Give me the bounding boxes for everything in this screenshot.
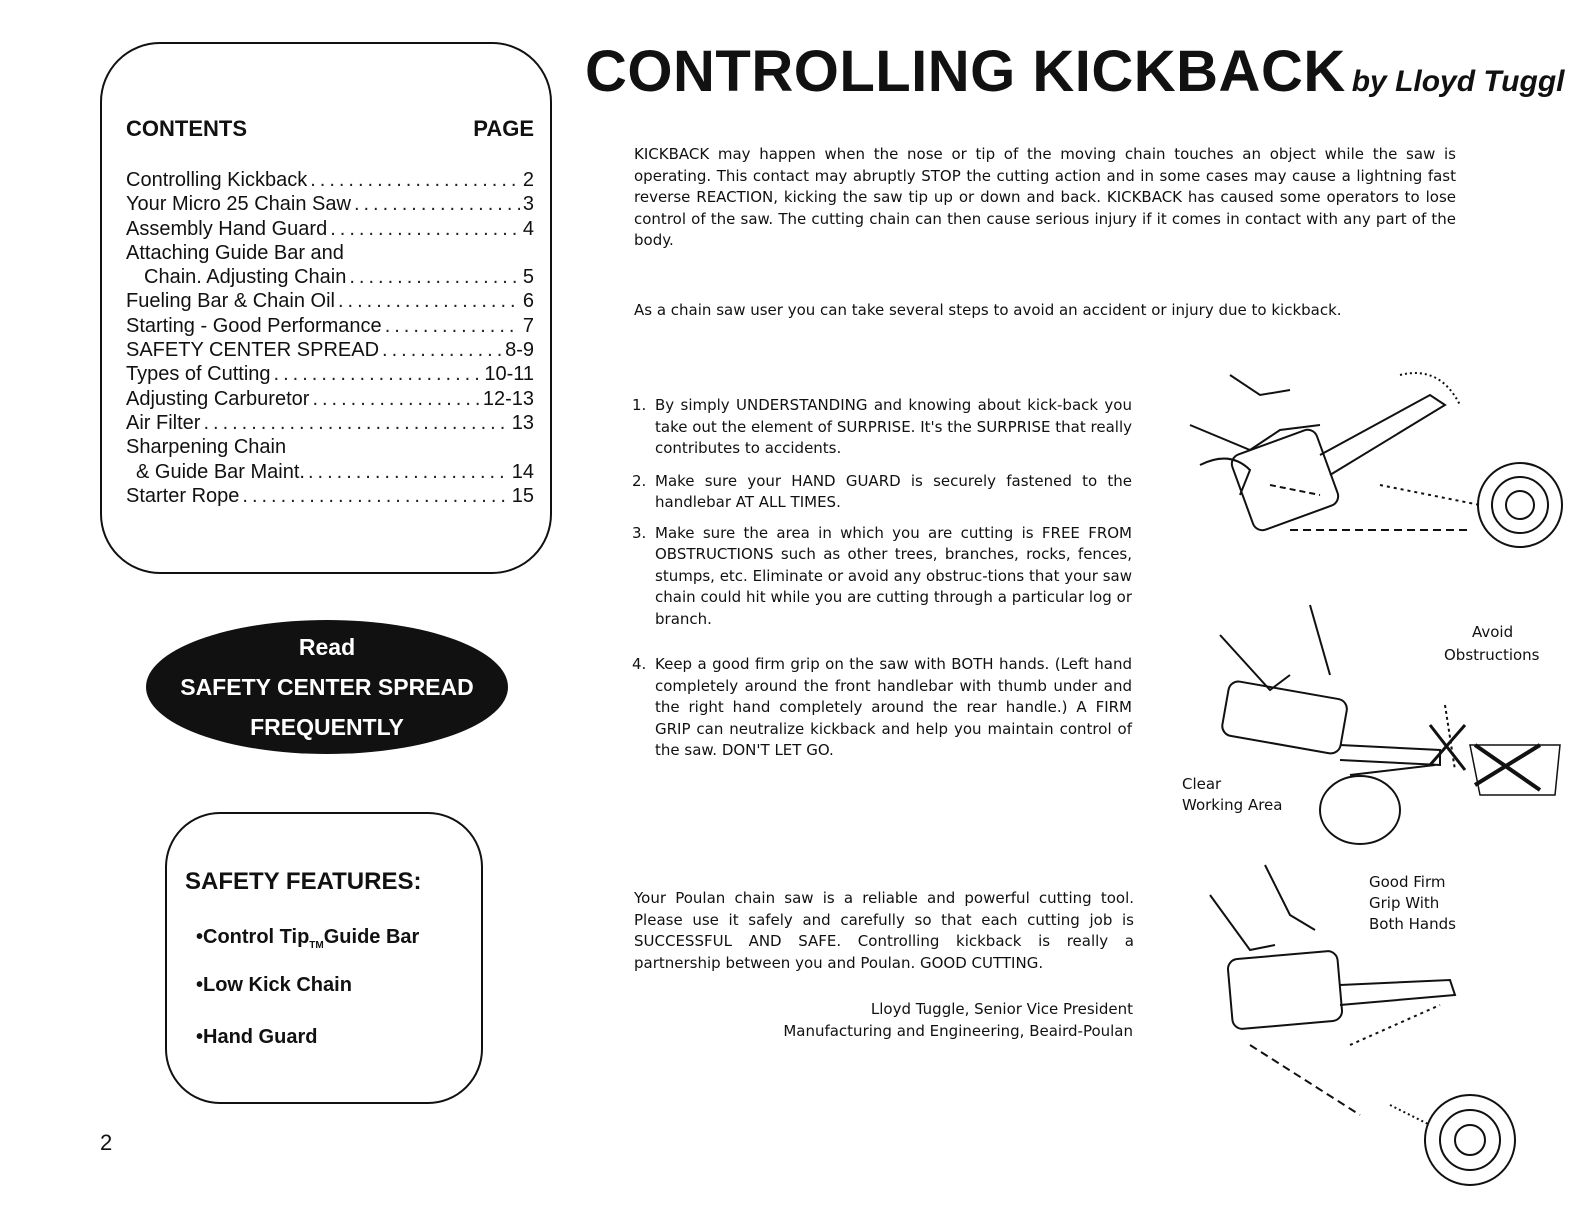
avoid-obstructions-caption: Avoid [1472,623,1514,641]
article-title [585,38,1565,105]
contents-item[interactable]: & Guide Bar Maint. ..... 14 [126,460,534,484]
step-item: 1. By simply UNDERSTANDING and knowing about kick-back you take out the element of SURPRISE. It's the SURPRISE that really contributes to accidents. [632,396,1132,457]
signature-line-2: Manufacturing and Engineering, Beaird-Poulan [783,1021,1133,1040]
read-safety-callout [146,620,508,754]
read-line-2: SAFETY CENTER SPREAD [180,674,474,700]
safety-features-box [165,812,483,1104]
good-grip-illustration [1190,855,1535,1190]
read-line-1: Read [298,634,356,660]
closing-paragraph: Your Poulan chain saw is a reliable and powerful cutting tool. Please use it safely and carefully so that each cutting job is SUCCESSFUL AND SAFE. Controlling kickback is really a partnership between you and Poulan. GOOD CUTTING. [634,889,1134,972]
steps-list [632,395,1132,762]
title-text: CONTROLLING KICKBACK [585,39,1346,104]
intro-paragraph: KICKBACK may happen when the nose or tip of the moving chain touches an object while the saw is operating. This contact may abruptly STOP the cutting action and in some cases may cause a lightning fast reverse REACTION, kicking the saw tip up or down and back. KICKBACK has caused some operators to lose control of the saw. The cutting chain can then cause serious injury if it comes in contact with any part of the body. [634,145,1456,249]
contents-item[interactable]: Attaching Guide Bar and [126,241,344,264]
steps-intro: As a chain saw user you can take several steps to avoid an accident or injury due to kickback. [634,301,1342,319]
signature [700,999,1133,1042]
clear-area-caption: Clear Working Area [1182,775,1283,814]
feature-hand-guard: •Hand Guard [196,1026,318,1048]
kickback-illustration [1170,355,1570,590]
safety-features-title: SAFETY FEATURES: [185,868,422,895]
contents-item[interactable]: Chain. Adjusting Chain ..... 5 [126,265,534,289]
feature-control-tip: •Control Tip$_{TM}$Guide Bar [196,926,420,951]
contents-list [126,168,534,508]
contents-item[interactable]: Sharpening Chain [126,436,287,459]
avoid-obstructions-caption-2: Obstructions [1444,646,1540,664]
contents-item[interactable]: Adjusting Carburetor ..... 12-13 [126,387,534,411]
contents-item[interactable]: Starter Rope ..... 15 [126,484,534,508]
byline: by Lloyd Tuggl [1351,65,1565,98]
read-line-3: FREQUENTLY [250,714,404,740]
page-number: 2 [100,1130,113,1155]
contents-item[interactable]: Starting - Good Performance ..... 7 [126,314,534,338]
contents-item[interactable]: Fueling Bar & Chain Oil ..... 6 [126,289,534,313]
feature-low-kick-chain: •Low Kick Chain [196,974,352,996]
page-column-heading: PAGE [473,116,534,141]
step-item: 2. Make sure your HAND GUARD is securely fastened to the handlebar AT ALL TIMES. [632,471,1132,511]
contents-item[interactable]: Types of Cutting ..... 10-11 [126,362,534,386]
contents-header [126,116,534,142]
step-item: 4. Keep a good firm grip on the saw with BOTH hands. (Left hand completely around the front handlebar with thumb under and the right hand completely around the rear handle.) A FIRM GRIP can neutralize kickback and help you maintain control of the saw. DON'T LET GO. [632,655,1132,759]
contents-item[interactable]: Assembly Hand Guard ..... 4 [126,217,534,241]
contents-item[interactable]: Controlling Kickback ..... 2 [126,168,534,192]
signature-line-1: Lloyd Tuggle, Senior Vice President [870,1000,1133,1018]
contents-item[interactable]: Air Filter ..... 13 [126,411,534,435]
step-item: 3. Make sure the area in which you are cutting is FREE FROM OBSTRUCTIONS such as other trees, branches, rocks, fences, stumps, etc. Eliminate or avoid any obstruc-tions that your saw chain could hit while you are cutting through a particular log or branch. [632,523,1132,628]
contents-item[interactable]: Your Micro 25 Chain Saw ..... 3 [126,192,534,216]
contents-item[interactable]: SAFETY CENTER SPREAD ..... 8-9 [126,338,534,362]
good-grip-caption: Good Firm Grip With Both Hands [1369,873,1456,933]
contents-heading: CONTENTS [126,116,247,141]
